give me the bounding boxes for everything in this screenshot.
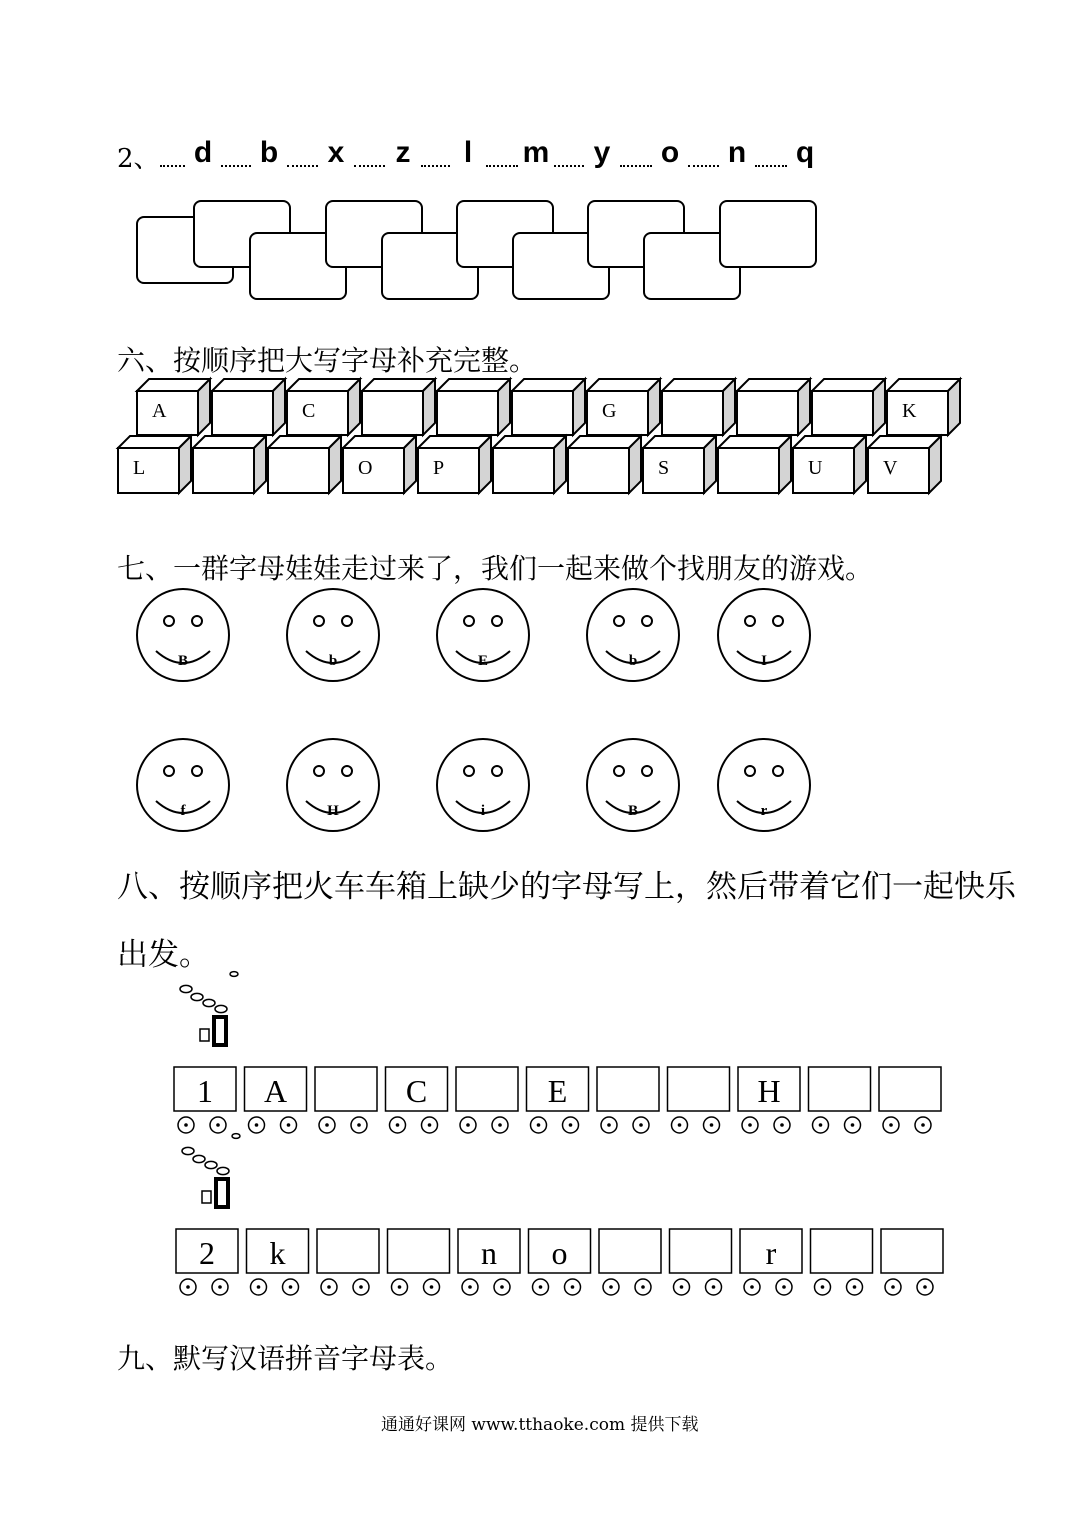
- train-car[interactable]: [599, 1229, 661, 1295]
- q2-number: 2、: [117, 144, 160, 174]
- q6-heading: 六、按顺序把大写字母补充完整。: [117, 344, 538, 377]
- train-engine[interactable]: [176, 1229, 238, 1295]
- face-letter: E: [477, 653, 489, 669]
- car-letter: C: [405, 1073, 428, 1109]
- cube-letter: C: [302, 400, 316, 422]
- cube-letter: U: [808, 457, 823, 479]
- train: [176, 1134, 943, 1295]
- face-letter: r: [760, 803, 768, 819]
- q2-letter: b: [259, 136, 279, 169]
- smoke-puff: [191, 993, 203, 1000]
- q8-heading-line2: 出发。: [117, 937, 210, 973]
- cube-letter: V: [883, 457, 898, 479]
- car-letter: H: [757, 1073, 781, 1109]
- engine-cab: [200, 1029, 209, 1041]
- q8-heading-line1: 八、按顺序把火车车箱上缺少的字母写上，然后带着它们一起快乐: [117, 869, 1016, 905]
- smoke-puff: [182, 1147, 194, 1154]
- car-letter: A: [263, 1073, 288, 1109]
- q2-letter: n: [727, 136, 747, 169]
- train-car[interactable]: [386, 1067, 448, 1133]
- train-car[interactable]: [458, 1229, 520, 1295]
- q2-letter: m: [522, 136, 550, 169]
- car-letter: o: [551, 1235, 568, 1271]
- cube-letter: A: [152, 400, 167, 422]
- q2-letter: d: [193, 136, 213, 169]
- train-car[interactable]: [668, 1067, 730, 1133]
- car-letter: 1: [197, 1073, 213, 1109]
- car-letter: E: [547, 1073, 568, 1109]
- cube-letter: G: [602, 400, 617, 422]
- train-car[interactable]: [811, 1229, 873, 1295]
- train-car[interactable]: [315, 1067, 377, 1133]
- car-letter: r: [765, 1235, 777, 1271]
- smoke-puff: [203, 999, 215, 1006]
- cube-letter: S: [658, 457, 670, 479]
- smoke-puff: [205, 1161, 217, 1168]
- train-car[interactable]: [879, 1067, 941, 1133]
- cube-letter: L: [133, 457, 146, 479]
- cube-letter: K: [902, 400, 917, 422]
- smoke-puff: [232, 1134, 240, 1139]
- train-car[interactable]: [529, 1229, 591, 1295]
- q2-letter: q: [795, 136, 815, 169]
- q2-letter: o: [660, 136, 680, 169]
- face-letter: I: [761, 653, 767, 669]
- car-letter: n: [481, 1235, 497, 1271]
- train-car[interactable]: [738, 1067, 800, 1133]
- chimney: [216, 1179, 228, 1207]
- face-letter: b: [328, 653, 338, 669]
- car-letter: k: [269, 1235, 286, 1271]
- train: [174, 972, 941, 1133]
- face-letter: H: [327, 803, 339, 819]
- train-car[interactable]: [317, 1229, 379, 1295]
- face-letter: B: [177, 653, 189, 669]
- smoke-puff: [180, 985, 192, 992]
- q2-letter: y: [593, 136, 611, 169]
- q2-letter: z: [395, 136, 411, 169]
- train-engine[interactable]: [174, 1067, 236, 1133]
- train-car[interactable]: [388, 1229, 450, 1295]
- chimney: [214, 1017, 226, 1045]
- face-letter: b: [628, 653, 638, 669]
- smoke-puff: [217, 1167, 229, 1174]
- q2-letter: x: [327, 136, 345, 169]
- smoke-puff: [193, 1155, 205, 1162]
- train-car[interactable]: [247, 1229, 309, 1295]
- engine-cab: [202, 1191, 211, 1203]
- train-car[interactable]: [670, 1229, 732, 1295]
- face-letter: B: [627, 803, 639, 819]
- car-letter: 2: [199, 1235, 215, 1271]
- train-car[interactable]: [245, 1067, 307, 1133]
- train-car[interactable]: [597, 1067, 659, 1133]
- train-car[interactable]: [881, 1229, 943, 1295]
- cube-letter: O: [358, 457, 373, 479]
- train-car[interactable]: [809, 1067, 871, 1133]
- footer-credit: 通通好课网 www.tthaoke.com 提供下载: [381, 1415, 699, 1435]
- cube-letter: P: [433, 457, 445, 479]
- q2-letter: l: [463, 136, 473, 169]
- q7-heading: 七、一群字母娃娃走过来了，我们一起来做个找朋友的游戏。: [117, 552, 874, 585]
- face-letter: f: [180, 803, 186, 819]
- face-letter: i: [480, 803, 486, 819]
- smoke-puff: [230, 972, 238, 977]
- q9-heading: 九、默写汉语拼音字母表。: [117, 1342, 454, 1375]
- train-car[interactable]: [527, 1067, 589, 1133]
- train-car[interactable]: [456, 1067, 518, 1133]
- train-car[interactable]: [740, 1229, 802, 1295]
- smoke-puff: [215, 1005, 227, 1012]
